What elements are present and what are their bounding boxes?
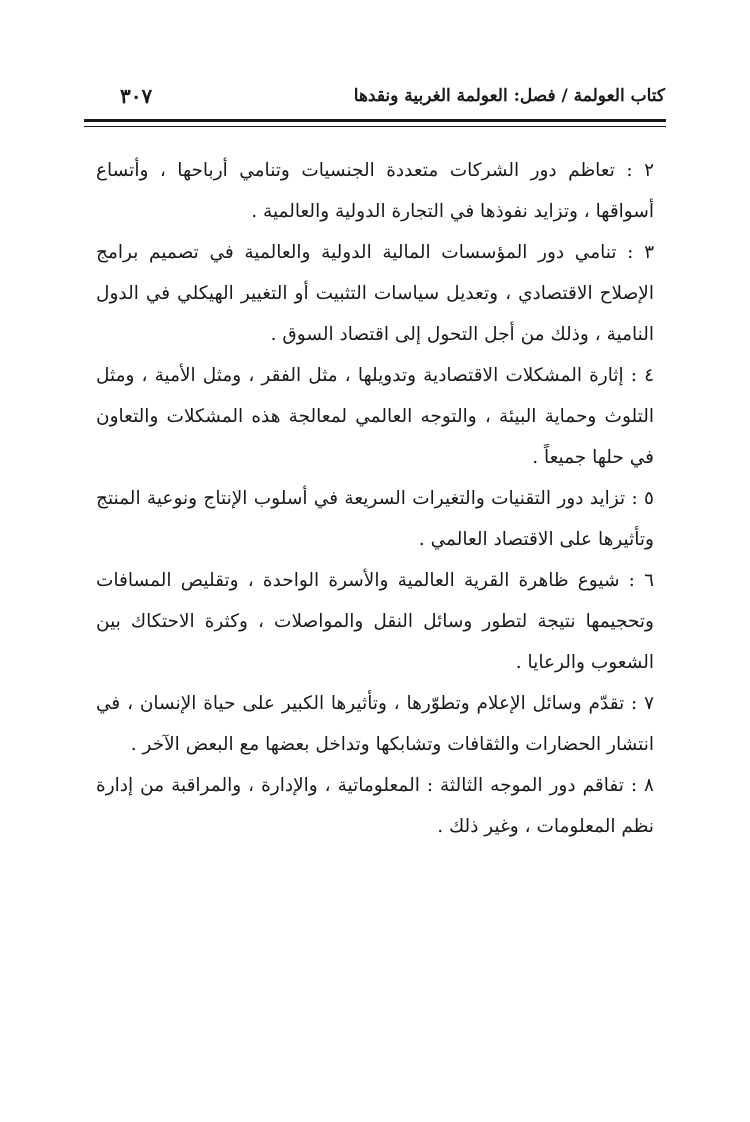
page-header xyxy=(88,84,665,116)
item-text: إثارة المشكلات الاقتصادية وتدويلها ، مثل الفقر ، ومثل الأمية ، ومثل التلوث وحماية البيئة ، والتوجه العالمي لمعالجة هذه المشكلات والتعاون في حلها جميعاً . xyxy=(96,365,654,468)
item-text: تفاقم دور الموجه الثالثة : المعلوماتية ، والإدارة ، والمراقبة من إدارة نظم المعلومات ، وغير ذلك . xyxy=(96,775,654,837)
item-text: تعاظم دور الشركات متعددة الجنسيات وتنامي أرباحها ، وأتساع أسواقها ، وتزايد نفوذها في التجارة الدولية والعالمية . xyxy=(96,160,654,222)
item-number: ٤ xyxy=(644,365,654,386)
item-text: شيوع ظاهرة القرية العالمية والأسرة الواحدة ، وتقليص المسافات وتحجيمها نتيجة لتطور وسائل النقل والمواصلات ، وكثرة الاحتكاك بين الشعوب والرعايا . xyxy=(96,570,654,673)
item-number: ٧ xyxy=(644,693,654,714)
item-number: ٦ xyxy=(644,570,655,591)
list-item-2: ٢ : تعاظم دور الشركات متعددة الجنسيات وتنامي أرباحها ، وأتساع أسواقها ، وتزايد نفوذها في التجارة الدولية والعالمية . xyxy=(96,160,654,222)
page-number: ٣٠٧ xyxy=(120,84,153,108)
item-number: ٨ xyxy=(644,775,654,796)
item-text: تنامي دور المؤسسات المالية الدولية والعالمية في تصميم برامج الإصلاح الاقتصادي ، وتعديل سياسات التثبيت أو التغيير الهيكلي في الدول النامية ، وذلك من أجل التحول إلى اقتصاد السوق . xyxy=(96,242,654,345)
item-number: ٣ xyxy=(644,242,654,263)
item-number: ٢ xyxy=(644,160,654,181)
header-rule-thick xyxy=(84,119,666,122)
item-text: تزايد دور التقنيات والتغيرات السريعة في أسلوب الإنتاج ونوعية المنتج وتأثيرها على الاقتصاد العالمي . xyxy=(96,488,654,550)
list-item-8: ٨ : تفاقم دور الموجه الثالثة : المعلوماتية ، والإدارة ، والمراقبة من إدارة نظم المعلومات ، وغير ذلك . xyxy=(96,775,654,837)
item-text: تقدّم وسائل الإعلام وتطوّرها ، وتأثيرها الكبير على حياة الإنسان ، في انتشار الحضارات والثقافات وتشابكها وتداخل بعضها مع البعض الآخر . xyxy=(96,693,654,755)
item-number: ٥ xyxy=(644,488,654,509)
running-title: كتاب العولمة / فصل: العولمة الغربية ونقدها xyxy=(353,86,665,106)
list-item-4: ٤ : إثارة المشكلات الاقتصادية وتدويلها ، مثل الفقر ، ومثل الأمية ، ومثل التلوث وحماية البيئة ، والتوجه العالمي لمعالجة هذه المشكلات والتعاون في حلها جميعاً . xyxy=(96,365,654,468)
page-body xyxy=(96,150,654,847)
list-item-5: ٥ : تزايد دور التقنيات والتغيرات السريعة في أسلوب الإنتاج ونوعية المنتج وتأثيرها على الاقتصاد العالمي . xyxy=(96,488,654,550)
list-item-7: ٧ : تقدّم وسائل الإعلام وتطوّرها ، وتأثيرها الكبير على حياة الإنسان ، في انتشار الحضارات والثقافات وتشابكها وتداخل بعضها مع البعض الآخر . xyxy=(96,693,654,755)
list-item-6: ٦ : شيوع ظاهرة القرية العالمية والأسرة الواحدة ، وتقليص المسافات وتحجيمها نتيجة لتطور وسائل النقل والمواصلات ، وكثرة الاحتكاك بين الشعوب والرعايا . xyxy=(96,570,655,673)
header-rule-thin xyxy=(84,126,666,127)
list-item-3: ٣ : تنامي دور المؤسسات المالية الدولية والعالمية في تصميم برامج الإصلاح الاقتصادي ، وتعديل سياسات التثبيت أو التغيير الهيكلي في الدول النامية ، وذلك من أجل التحول إلى اقتصاد السوق . xyxy=(96,242,654,345)
